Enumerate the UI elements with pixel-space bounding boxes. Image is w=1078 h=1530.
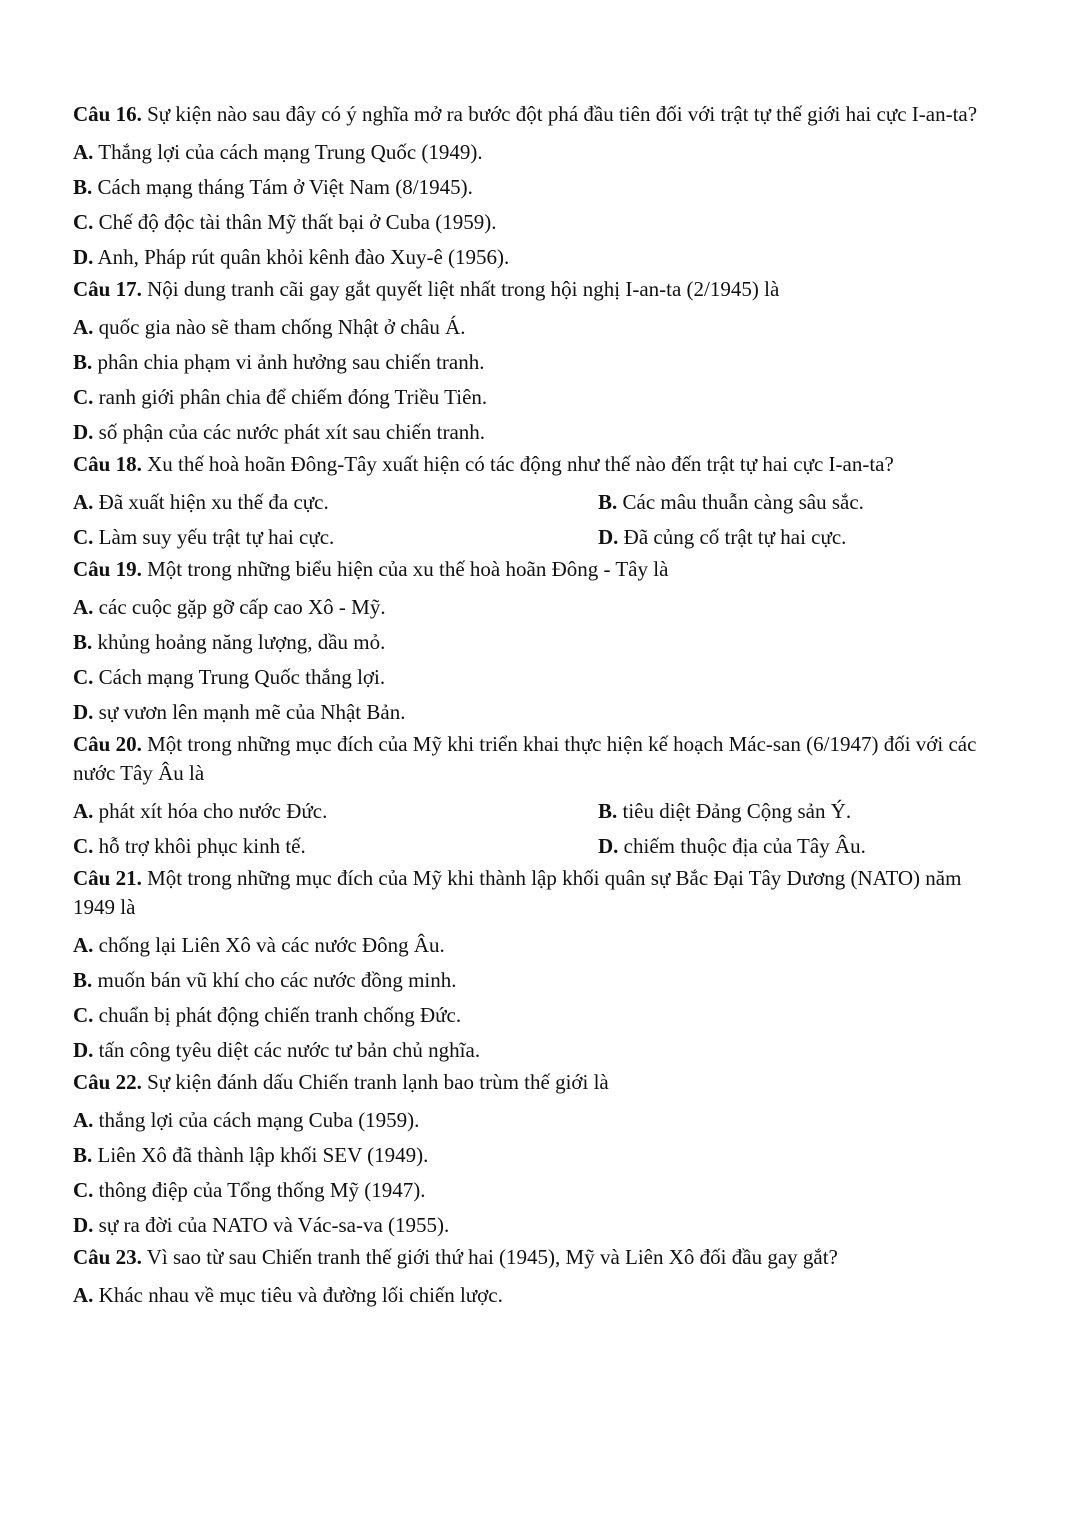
option-label: C.	[73, 525, 94, 549]
answer-option	[73, 660, 1003, 695]
answer-option	[73, 590, 1003, 625]
option-text: số phận của các nước phát xít sau chiến tranh.	[93, 420, 486, 444]
option-text: Làm suy yếu trật tự hai cực.	[93, 525, 335, 549]
option-label: A.	[73, 1108, 94, 1132]
option-text: Các mâu thuẫn càng sâu sắc.	[617, 490, 864, 514]
question-number: Câu 20.	[73, 732, 142, 756]
question-stem	[73, 450, 1003, 479]
question-block	[73, 450, 1003, 555]
answer-option	[73, 240, 1003, 275]
option-text: tấn công tyêu diệt các nước tư bản chủ nghĩa.	[93, 1038, 481, 1062]
answer-option	[598, 520, 846, 555]
option-text: Đã củng cố trật tự hai cực.	[618, 525, 847, 549]
option-label: C.	[73, 1003, 94, 1027]
option-text: Thắng lợi của cách mạng Trung Quốc (1949).	[93, 140, 483, 164]
answer-option	[73, 485, 598, 520]
option-label: B.	[598, 799, 618, 823]
option-text: chống lại Liên Xô và các nước Đông Âu.	[93, 933, 445, 957]
option-text: Đã xuất hiện xu thế đa cực.	[93, 490, 329, 514]
option-label: A.	[73, 799, 94, 823]
option-label: D.	[73, 700, 94, 724]
answer-option	[73, 998, 1003, 1033]
option-label: A.	[73, 595, 94, 619]
answer-option	[73, 415, 1003, 450]
answer-option	[73, 135, 1003, 170]
option-row	[73, 485, 1003, 520]
option-label: C.	[73, 1178, 94, 1202]
answer-option	[73, 1278, 1003, 1313]
option-text: Cách mạng Trung Quốc thắng lợi.	[93, 665, 386, 689]
question-number: Câu 22.	[73, 1070, 142, 1094]
option-text: phân chia phạm vi ảnh hưởng sau chiến tranh.	[92, 350, 485, 374]
answer-option	[73, 1173, 1003, 1208]
option-text: sự vươn lên mạnh mẽ của Nhật Bản.	[93, 700, 406, 724]
option-label: A.	[73, 140, 94, 164]
answer-option	[73, 310, 1003, 345]
option-row	[73, 794, 1003, 829]
document-page	[73, 100, 1003, 1313]
question-block	[73, 730, 1003, 864]
question-text: Một trong những biểu hiện của xu thế hoà hoãn Đông - Tây là	[141, 557, 669, 581]
option-label: B.	[73, 350, 93, 374]
option-text: Cách mạng tháng Tám ở Việt Nam (8/1945).	[92, 175, 473, 199]
question-block	[73, 275, 1003, 450]
answer-option	[73, 963, 1003, 998]
option-text: ranh giới phân chia để chiếm đóng Triều Tiên.	[93, 385, 488, 409]
question-text: Vì sao từ sau Chiến tranh thế giới thứ hai (1945), Mỹ và Liên Xô đối đầu gay gắt?	[141, 1245, 838, 1269]
answer-option	[73, 520, 598, 555]
question-stem	[73, 100, 1003, 129]
option-row	[73, 520, 1003, 555]
answer-option	[73, 794, 598, 829]
option-label: D.	[73, 245, 94, 269]
option-label: B.	[73, 968, 93, 992]
option-label: C.	[73, 834, 94, 858]
question-text: Sự kiện đánh dấu Chiến tranh lạnh bao trùm thế giới là	[141, 1070, 609, 1094]
answer-option	[73, 695, 1003, 730]
answer-option	[73, 1138, 1003, 1173]
question-text: Sự kiện nào sau đây có ý nghĩa mở ra bước đột phá đầu tiên đối với trật tự thế giới hai cực I-an-ta?	[141, 102, 978, 126]
option-text: Chế độ độc tài thân Mỹ thất bại ở Cuba (1959).	[93, 210, 497, 234]
option-text: thông điệp của Tổng thống Mỹ (1947).	[93, 1178, 426, 1202]
answer-option	[73, 345, 1003, 380]
option-text: quốc gia nào sẽ tham chống Nhật ở châu Á.	[93, 315, 466, 339]
option-label: D.	[73, 420, 94, 444]
option-text: chiếm thuộc địa của Tây Âu.	[618, 834, 866, 858]
option-label: B.	[598, 490, 618, 514]
answer-option	[73, 1103, 1003, 1138]
option-label: D.	[73, 1038, 94, 1062]
option-label: B.	[73, 1143, 93, 1167]
answer-option	[73, 829, 598, 864]
question-stem	[73, 275, 1003, 304]
answer-option	[598, 485, 864, 520]
option-text: khủng hoảng năng lượng, dầu mỏ.	[92, 630, 386, 654]
question-number: Câu 21.	[73, 866, 142, 890]
answer-option	[598, 829, 866, 864]
question-number: Câu 19.	[73, 557, 142, 581]
question-stem	[73, 555, 1003, 584]
answer-option	[73, 380, 1003, 415]
option-label: A.	[73, 1283, 94, 1307]
option-label: C.	[73, 665, 94, 689]
option-label: D.	[73, 1213, 94, 1237]
answer-option	[73, 170, 1003, 205]
option-text: thắng lợi của cách mạng Cuba (1959).	[93, 1108, 420, 1132]
option-label: B.	[73, 175, 93, 199]
question-number: Câu 23.	[73, 1245, 142, 1269]
question-stem	[73, 864, 1003, 922]
question-text: Một trong những mục đích của Mỹ khi thành lập khối quân sự Bắc Đại Tây Dương (NATO) năm 1949 là	[73, 866, 962, 919]
question-text: Xu thế hoà hoãn Đông-Tây xuất hiện có tác động như thế nào đến trật tự hai cực I-an-ta?	[141, 452, 894, 476]
option-label: B.	[73, 630, 93, 654]
answer-option	[73, 625, 1003, 660]
answer-option	[73, 1208, 1003, 1243]
option-text: Liên Xô đã thành lập khối SEV (1949).	[92, 1143, 429, 1167]
question-number: Câu 16.	[73, 102, 142, 126]
answer-option	[73, 928, 1003, 963]
option-text: Anh, Pháp rút quân khỏi kênh đào Xuy-ê (1956).	[93, 245, 510, 269]
question-stem	[73, 730, 1003, 788]
question-text: Một trong những mục đích của Mỹ khi triển khai thực hiện kế hoạch Mác-san (6/1947) đối với các nước Tây Âu là	[73, 732, 977, 785]
option-text: chuẩn bị phát động chiến tranh chống Đức.	[93, 1003, 462, 1027]
answer-option	[73, 1033, 1003, 1068]
option-text: muốn bán vũ khí cho các nước đồng minh.	[92, 968, 457, 992]
option-text: phát xít hóa cho nước Đức.	[93, 799, 328, 823]
option-text: sự ra đời của NATO và Vác-sa-va (1955).	[93, 1213, 450, 1237]
option-label: A.	[73, 315, 94, 339]
option-text: hỗ trợ khôi phục kinh tế.	[93, 834, 306, 858]
option-text: tiêu diệt Đảng Cộng sản Ý.	[617, 799, 852, 823]
option-label: C.	[73, 385, 94, 409]
question-text: Nội dung tranh cãi gay gắt quyết liệt nhất trong hội nghị I-an-ta (2/1945) là	[141, 277, 780, 301]
question-block	[73, 1068, 1003, 1243]
answer-option	[73, 205, 1003, 240]
question-number: Câu 18.	[73, 452, 142, 476]
option-row	[73, 829, 1003, 864]
question-stem	[73, 1243, 1003, 1272]
question-block	[73, 555, 1003, 730]
answer-option	[598, 794, 851, 829]
question-block	[73, 1243, 1003, 1313]
option-label: C.	[73, 210, 94, 234]
question-block	[73, 864, 1003, 1068]
option-label: A.	[73, 490, 94, 514]
question-block	[73, 100, 1003, 275]
option-label: A.	[73, 933, 94, 957]
option-text: các cuộc gặp gỡ cấp cao Xô - Mỹ.	[93, 595, 386, 619]
option-text: Khác nhau về mục tiêu và đường lối chiến lược.	[93, 1283, 503, 1307]
question-number: Câu 17.	[73, 277, 142, 301]
option-label: D.	[598, 525, 619, 549]
option-label: D.	[598, 834, 619, 858]
question-stem	[73, 1068, 1003, 1097]
